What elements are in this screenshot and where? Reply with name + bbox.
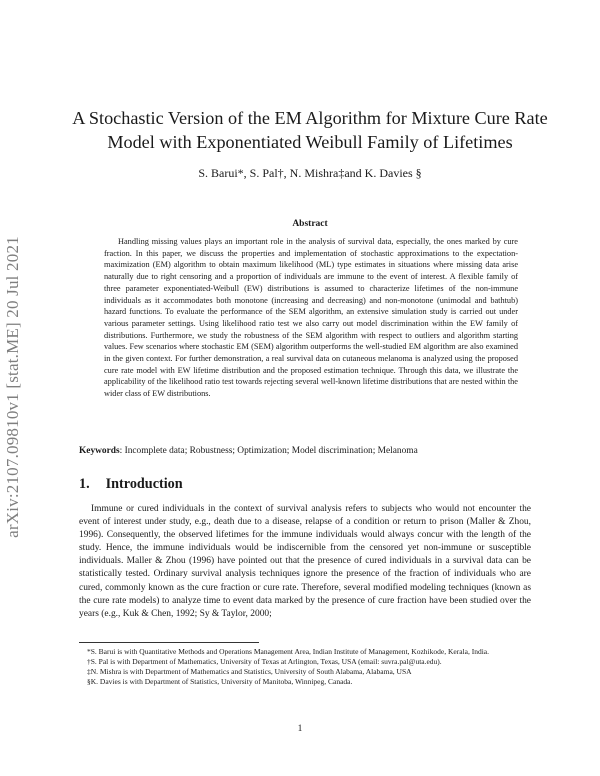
- introduction-paragraph: Immune or cured individuals in the context of survival analysis refers to subjects who would not encounter the event of interest under study, e.g., death due to a disease, relapse of a condition or return to prison (Maller & Zhou, 1996). Consequently, the observed lifetimes for the immune individuals would always concur with the length of the study. Hence, the immune individuals would be indiscernible from the censored yet non-immune or susceptible individuals. Maller & Zhou (1996) have pointed out that the presence of cured individuals in a survival data can be statistically tested. Ordinary survival analysis techniques ignore the presence of the fraction of individuals who are cured, commonly known as the cure fraction or cure rate. Therefore, several modified modeling techniques (known as the cure rate models) to analyze time to event data marked by the presence of cure fraction have been studied over the years (e.g., Kuk & Chen, 1992; Sy & Taylor, 2000;: [79, 504, 531, 619]
- section-title: Introduction: [105, 476, 183, 492]
- abstract-body: Handling missing values plays an important role in the analysis of survival data, especially, the ones marked by cure fraction. In this paper, we discuss the properties and implementation of stochastic approximations to the expectation-maximization (EM) algorithm to obtain maximum likelihood (ML) type estimates in situations where missing data arise naturally due to right censoring and a proportion of individuals are immune to the event of interest. A flexible family of three parameter exponentiated-Weibull (EW) distributions is assumed to characterize lifetimes of the non-immune individuals as it accommodates both monotone (increasing and decreasing) and non-monotone (unimodal and bathtub) hazard functions. To evaluate the performance of the SEM algorithm, an extensive simulation study is carried out under various parameter settings. Using likelihood ratio test we also carry out model discrimination within the EW family of distributions. Furthermore, we study the robustness of the SEM algorithm with respect to outliers and algorithm starting values. Few scenarios where stochastic EM (SEM) algorithm outperforms the well-studied EM algorithm are also examined in the given context. For further demonstration, a real survival data on cutaneous melanoma is analyzed using the proposed cure rate model with EW lifetime distribution and the proposed estimation technique. Through this data, we illustrate the applicability of the likelihood ratio test towards rejecting several well-known lifetime distributions that are nested within the wider class of EW distributions.: [104, 237, 518, 399]
- paper-title: A Stochastic Version of the EM Algorithm for Mixture Cure Rate Model with Exponentiated Weibull Family of Lifetimes: [72, 108, 548, 152]
- footnote-davies: §K. Davies is with Department of Statistics, University of Manitoba, Winnipeg, Canada.: [87, 676, 353, 686]
- footnote-barui: *S. Barui is with Quantitative Methods and Operations Management Area, Indian Institute of Management, Kozhikode, Kerala, India.: [87, 647, 489, 656]
- footnote-divider: [79, 642, 259, 643]
- footnotes: [79, 647, 531, 687]
- section-heading: [79, 476, 199, 493]
- footnote-mishra: ‡N. Mishra is with Department of Mathematics and Statistics, University of South Alabama, Alabama, USA: [87, 666, 412, 676]
- arxiv-identifier-stamp: arXiv:2107.09810v1 [stat.ME] 20 Jul 2021: [3, 236, 22, 538]
- footnote-pal: †S. Pal is with Department of Mathematics, University of Texas at Arlington, Texas, USA (email: suvra.pal@uta.edu).: [87, 656, 442, 666]
- abstract-heading: Abstract: [292, 219, 328, 229]
- keywords-label: Keywords: [79, 446, 120, 456]
- author-list: S. Barui*, S. Pal†, N. Mishra‡and K. Davies §: [198, 166, 422, 180]
- section-number: 1.: [79, 476, 90, 492]
- keywords-line: [79, 446, 539, 456]
- keywords-list: : Incomplete data; Robustness; Optimization; Model discrimination; Melanoma: [119, 446, 418, 456]
- page-number: 1: [297, 724, 303, 734]
